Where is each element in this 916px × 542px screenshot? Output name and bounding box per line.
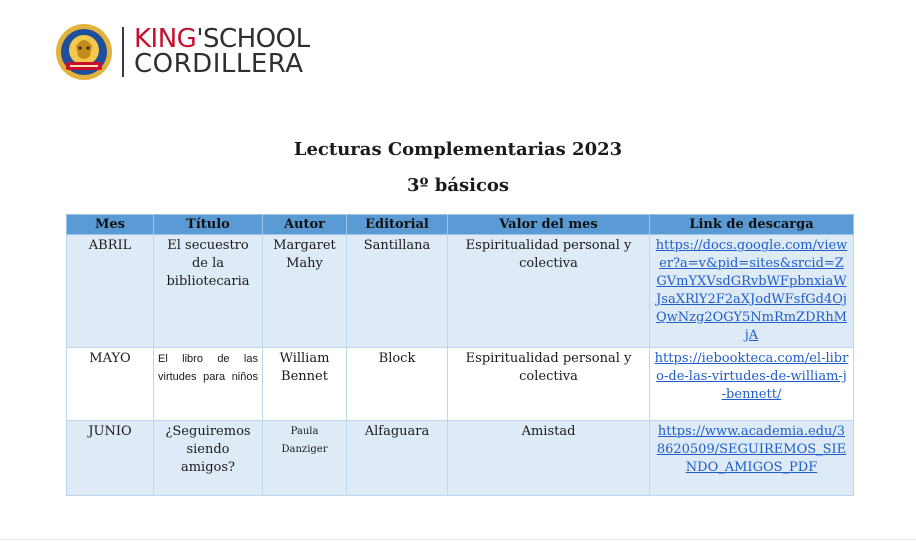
cell-editorial: Santillana [347, 235, 448, 348]
cell-editorial: Alfaguara [347, 421, 448, 496]
table-row [67, 348, 854, 421]
table-row [67, 421, 854, 496]
cell-link[interactable]: https://www.academia.edu/38620509/SEGUIREMOS_SIENDO_AMIGOS_PDF [650, 421, 854, 496]
document-title: Lecturas Complementarias 2023 [293, 139, 623, 160]
school-crest-icon [54, 22, 114, 82]
document-subtitle: 3º básicos [406, 175, 510, 196]
cell-autor: William Bennet [263, 348, 347, 421]
header-titulo: Título [154, 215, 263, 235]
school-logo [54, 22, 310, 82]
table-row [67, 235, 854, 348]
cell-mes: MAYO [67, 348, 154, 421]
cell-titulo: ¿Seguiremos siendo amigos? [154, 421, 263, 496]
logo-divider [122, 27, 124, 77]
cell-autor: Paula Danziger [263, 421, 347, 496]
logo-rest-text: 'SCHOOL [196, 24, 310, 54]
cell-mes: JUNIO [67, 421, 154, 496]
header-link: Link de descarga [650, 215, 854, 235]
logo-second-line: CORDILLERA [134, 49, 304, 79]
header-editorial: Editorial [347, 215, 448, 235]
header-valor: Valor del mes [448, 215, 650, 235]
cell-valor: Espiritualidad personal y colectiva [448, 348, 650, 421]
readings-table [66, 214, 854, 496]
page-bottom-rule [0, 539, 916, 540]
table-header-row [67, 215, 854, 235]
cell-link[interactable]: https://iebookteca.com/el-libro-de-las-virtudes-de-william-j-bennett/ [650, 348, 854, 421]
cell-link[interactable]: https://docs.google.com/viewer?a=v&pid=sites&srcid=ZGVmYXVsdGRvbWFpbnxiaWJsaXRlY2F2aXJodWFsfGd4OjQwNzg2OGY5NmRmZDRhMjA [650, 235, 854, 348]
logo-wordmark [134, 24, 310, 79]
header-mes: Mes [67, 215, 154, 235]
cell-editorial: Block [347, 348, 448, 421]
cell-titulo: El libro de las virtudes para niños [154, 348, 263, 421]
cell-valor: Amistad [448, 421, 650, 496]
cell-autor: Margaret Mahy [263, 235, 347, 348]
logo-accent-text: KING [134, 24, 197, 54]
cell-mes: ABRIL [67, 235, 154, 348]
cell-titulo: El secuestro de la bibliotecaria [154, 235, 263, 348]
header-autor: Autor [263, 215, 347, 235]
cell-valor: Espiritualidad personal y colectiva [448, 235, 650, 348]
